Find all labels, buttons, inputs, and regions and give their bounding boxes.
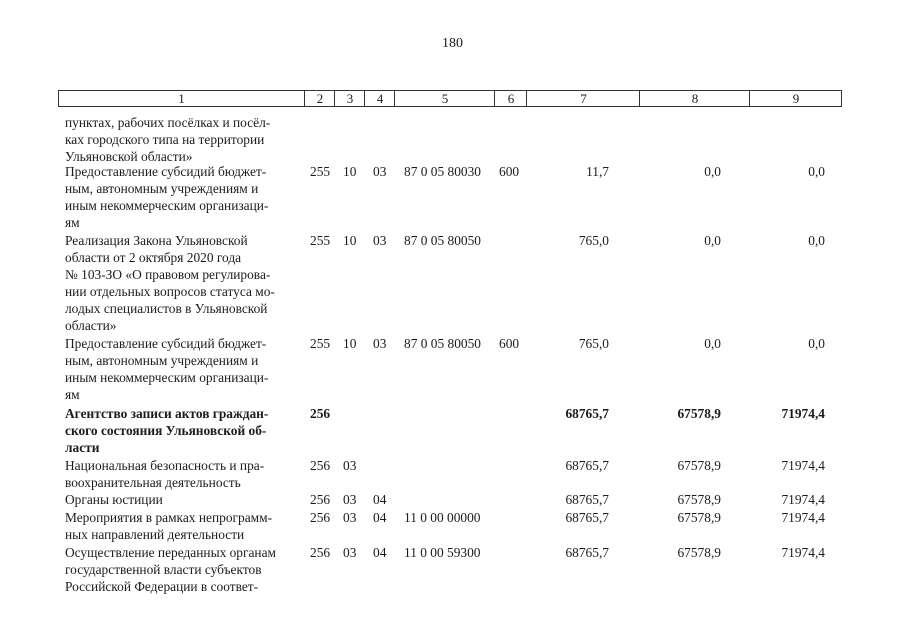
amount-col-8: 0,0 bbox=[704, 164, 721, 179]
amount-col-9: 71974,4 bbox=[781, 545, 825, 560]
header-col-8: 8 bbox=[639, 91, 750, 106]
amount-col-9: 71974,4 bbox=[781, 458, 825, 473]
ministry-code: 255 bbox=[310, 336, 331, 351]
row-description bbox=[65, 509, 299, 543]
description-line: № 103-ЗО «О правовом регулирова- bbox=[65, 267, 271, 282]
ministry-code: 256 bbox=[310, 492, 331, 507]
amount-col-9: 0,0 bbox=[808, 233, 825, 248]
section-code: 03 bbox=[343, 545, 357, 560]
amount-col-8: 67578,9 bbox=[677, 458, 721, 473]
table-header bbox=[58, 90, 842, 107]
subsection-code: 03 bbox=[373, 233, 387, 248]
description-line: Органы юстиции bbox=[65, 492, 163, 507]
description-line: ных направлений деятельности bbox=[65, 527, 245, 542]
description-line: ям bbox=[65, 387, 80, 402]
description-line: Мероприятия в рамках непрограмм- bbox=[65, 510, 273, 525]
amount-col-8: 0,0 bbox=[704, 233, 721, 248]
header-col-1: 1 bbox=[178, 91, 185, 106]
expense-type: 600 bbox=[499, 164, 520, 179]
target-article: 87 0 05 80050 bbox=[404, 233, 481, 248]
row-description bbox=[65, 491, 299, 508]
description-line: Агентство записи актов граждан- bbox=[65, 406, 269, 421]
description-line: лодых специалистов в Ульяновской bbox=[65, 301, 268, 316]
expense-type: 600 bbox=[499, 336, 520, 351]
section-code: 10 bbox=[343, 233, 357, 248]
description-line: иным некоммерческим организаци- bbox=[65, 370, 269, 385]
description-line: Ульяновской области» bbox=[65, 149, 193, 164]
header-col-6: 6 bbox=[494, 91, 527, 106]
description-line: иным некоммерческим организаци- bbox=[65, 198, 269, 213]
section-code: 03 bbox=[343, 510, 357, 525]
amount-col-7: 68765,7 bbox=[565, 545, 609, 560]
description-line: Реализация Закона Ульяновской bbox=[65, 233, 248, 248]
amount-col-7: 11,7 bbox=[586, 164, 609, 179]
row-description bbox=[65, 544, 299, 595]
description-line: нии отдельных вопросов статуса мо- bbox=[65, 284, 275, 299]
target-article: 87 0 05 80050 bbox=[404, 336, 481, 351]
amount-col-8: 67578,9 bbox=[677, 545, 721, 560]
description-line: ным, автономным учреждениям и bbox=[65, 353, 259, 368]
amount-col-9: 0,0 bbox=[808, 336, 825, 351]
amount-col-8: 67578,9 bbox=[677, 510, 721, 525]
target-article: 11 0 00 59300 bbox=[404, 545, 481, 560]
section-code: 03 bbox=[343, 458, 357, 473]
subsection-code: 03 bbox=[373, 336, 387, 351]
header-col-3: 3 bbox=[334, 91, 365, 106]
description-line: пунктах, рабочих посёлках и посёл- bbox=[65, 115, 271, 130]
amount-col-9: 71974,4 bbox=[781, 406, 825, 421]
header-col-4: 4 bbox=[364, 91, 395, 106]
page-number: 180 bbox=[442, 36, 463, 51]
subsection-code: 04 bbox=[373, 545, 387, 560]
description-line: ям bbox=[65, 215, 80, 230]
target-article: 11 0 00 00000 bbox=[404, 510, 481, 525]
amount-col-8: 67578,9 bbox=[677, 492, 721, 507]
subsection-code: 04 bbox=[373, 492, 387, 507]
description-line: Осуществление переданных органам bbox=[65, 545, 277, 560]
description-line: Национальная безопасность и пра- bbox=[65, 458, 265, 473]
header-col-7: 7 bbox=[526, 91, 640, 106]
ministry-code: 256 bbox=[310, 510, 331, 525]
description-line: Предоставление субсидий бюджет- bbox=[65, 164, 267, 179]
amount-col-8: 67578,9 bbox=[677, 406, 721, 421]
amount-col-9: 71974,4 bbox=[781, 510, 825, 525]
amount-col-7: 68765,7 bbox=[565, 510, 609, 525]
target-article: 87 0 05 80030 bbox=[404, 164, 481, 179]
row-description bbox=[65, 232, 299, 334]
amount-col-7: 68765,7 bbox=[565, 406, 609, 421]
description-line: Российской Федерации в соответ- bbox=[65, 579, 259, 594]
amount-col-8: 0,0 bbox=[704, 336, 721, 351]
amount-col-7: 68765,7 bbox=[565, 492, 609, 507]
section-code: 03 bbox=[343, 492, 357, 507]
section-code: 10 bbox=[343, 164, 357, 179]
ministry-code: 255 bbox=[310, 164, 331, 179]
description-line: ках городского типа на территории bbox=[65, 132, 265, 147]
description-line: ласти bbox=[65, 440, 100, 455]
ministry-code: 256 bbox=[310, 458, 331, 473]
subsection-code: 03 bbox=[373, 164, 387, 179]
description-line: области» bbox=[65, 318, 117, 333]
row-description bbox=[65, 405, 299, 456]
amount-col-7: 765,0 bbox=[578, 233, 609, 248]
description-line: государственной власти субъектов bbox=[65, 562, 262, 577]
subsection-code: 04 bbox=[373, 510, 387, 525]
amount-col-9: 71974,4 bbox=[781, 492, 825, 507]
ministry-code: 256 bbox=[310, 406, 331, 421]
ministry-code: 256 bbox=[310, 545, 331, 560]
amount-col-9: 0,0 bbox=[808, 164, 825, 179]
ministry-code: 255 bbox=[310, 233, 331, 248]
section-code: 10 bbox=[343, 336, 357, 351]
header-col-2: 2 bbox=[304, 91, 335, 106]
amount-col-7: 68765,7 bbox=[565, 458, 609, 473]
row-description bbox=[65, 114, 299, 165]
description-line: Предоставление субсидий бюджет- bbox=[65, 336, 267, 351]
amount-col-7: 765,0 bbox=[578, 336, 609, 351]
row-description bbox=[65, 457, 299, 491]
row-description bbox=[65, 335, 299, 403]
description-line: воохранительная деятельность bbox=[65, 475, 241, 490]
header-col-5: 5 bbox=[394, 91, 495, 106]
description-line: ского состояния Ульяновской об- bbox=[65, 423, 267, 438]
description-line: области от 2 октября 2020 года bbox=[65, 250, 242, 265]
header-col-9: 9 bbox=[749, 91, 842, 106]
row-description bbox=[65, 163, 299, 231]
description-line: ным, автономным учреждениям и bbox=[65, 181, 259, 196]
